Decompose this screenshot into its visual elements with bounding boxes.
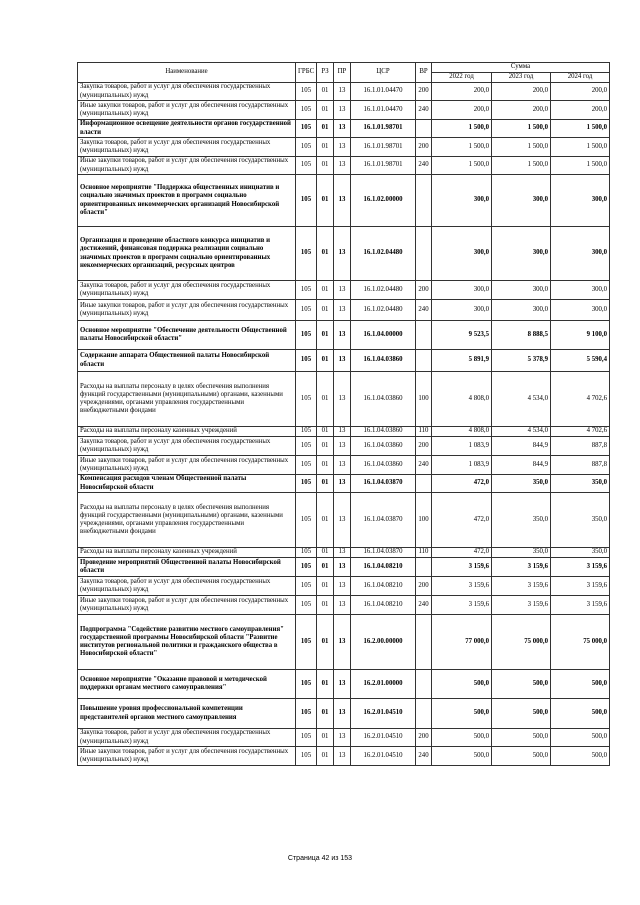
cell-2024: 350,0 (551, 493, 610, 548)
cell-2022: 1 500,0 (432, 157, 492, 175)
cell-grbs: 105 (296, 577, 317, 596)
cell-pr: 13 (334, 729, 351, 747)
cell-csr: 16.1.02.00000 (351, 175, 416, 227)
cell-name: Организация и проведение областного конкурса инициатив и достижений, финансовая поддержка реализации социально значимых проектов в программ социально ориентированных некоммерческих организаций, ресурсных центров (78, 227, 296, 281)
cell-2023: 300,0 (492, 281, 551, 300)
cell-2022: 1 500,0 (432, 138, 492, 157)
cell-pr: 13 (334, 120, 351, 138)
cell-2024: 350,0 (551, 548, 610, 558)
cell-rz: 01 (317, 157, 334, 175)
table-row (78, 475, 610, 493)
cell-rz: 01 (317, 670, 334, 699)
cell-2022: 500,0 (432, 699, 492, 729)
cell-2024: 300,0 (551, 300, 610, 321)
cell-grbs: 105 (296, 548, 317, 558)
cell-vr: 240 (416, 300, 432, 321)
cell-2022: 5 891,9 (432, 350, 492, 372)
header-vr: ВР (416, 63, 432, 83)
cell-csr: 16.1.01.98701 (351, 138, 416, 157)
cell-name: Повышение уровня профессиональной компетенции представителей органов местного самоуправления (78, 699, 296, 729)
cell-grbs: 105 (296, 558, 317, 577)
cell-grbs: 105 (296, 138, 317, 157)
cell-csr: 16.1.04.03870 (351, 475, 416, 493)
cell-name: Иные закупки товаров, работ и услуг для обеспечения государственных (муниципальных) нужд (78, 157, 296, 175)
cell-pr: 13 (334, 138, 351, 157)
cell-2023: 1 500,0 (492, 157, 551, 175)
header-sum: Сумма (432, 63, 610, 73)
cell-2022: 9 523,5 (432, 321, 492, 350)
cell-2022: 300,0 (432, 300, 492, 321)
cell-2023: 8 888,5 (492, 321, 551, 350)
cell-pr: 13 (334, 670, 351, 699)
cell-vr: 200 (416, 577, 432, 596)
cell-2024: 887,8 (551, 456, 610, 475)
cell-pr: 13 (334, 577, 351, 596)
cell-2024: 4 702,6 (551, 427, 610, 437)
cell-name: Закупка товаров, работ и услуг для обеспечения государственных (муниципальных) нужд (78, 281, 296, 300)
cell-2022: 3 159,6 (432, 596, 492, 615)
cell-rz: 01 (317, 350, 334, 372)
cell-vr: 240 (416, 101, 432, 120)
cell-name: Иные закупки товаров, работ и услуг для обеспечения государственных (муниципальных) нужд (78, 456, 296, 475)
cell-grbs: 105 (296, 227, 317, 281)
cell-csr: 16.1.02.04480 (351, 227, 416, 281)
table-row (78, 493, 610, 548)
cell-name: Содержание аппарата Общественной палаты Новосибирской области (78, 350, 296, 372)
cell-pr: 13 (334, 437, 351, 456)
cell-vr (416, 475, 432, 493)
cell-vr (416, 350, 432, 372)
cell-name: Иные закупки товаров, работ и услуг для обеспечения государственных (муниципальных) нужд (78, 101, 296, 120)
table-row (78, 157, 610, 175)
cell-vr (416, 321, 432, 350)
cell-vr (416, 120, 432, 138)
cell-name: Расходы на выплаты персоналу в целях обеспечения выполнения функций государственными (муниципальными) органами, казенными учреждениями, органами управления государственными внебюджетными фондами (78, 372, 296, 427)
cell-2023: 300,0 (492, 175, 551, 227)
cell-pr: 13 (334, 493, 351, 548)
cell-2023: 350,0 (492, 548, 551, 558)
cell-csr: 16.1.02.04480 (351, 281, 416, 300)
cell-2023: 3 159,6 (492, 577, 551, 596)
cell-2024: 5 590,4 (551, 350, 610, 372)
cell-grbs: 105 (296, 475, 317, 493)
cell-pr: 13 (334, 615, 351, 670)
cell-2024: 500,0 (551, 699, 610, 729)
cell-rz: 01 (317, 699, 334, 729)
table-row (78, 281, 610, 300)
cell-csr: 16.1.04.03870 (351, 548, 416, 558)
cell-2023: 500,0 (492, 747, 551, 766)
cell-rz: 01 (317, 138, 334, 157)
cell-2024: 300,0 (551, 175, 610, 227)
cell-2023: 500,0 (492, 670, 551, 699)
cell-2024: 3 159,6 (551, 558, 610, 577)
table-row (78, 747, 610, 766)
cell-grbs: 105 (296, 670, 317, 699)
cell-csr: 16.2.00.00000 (351, 615, 416, 670)
cell-2024: 3 159,6 (551, 577, 610, 596)
cell-grbs: 105 (296, 321, 317, 350)
cell-pr: 13 (334, 321, 351, 350)
cell-name: Основное мероприятие "Оказание правовой и методической поддержки органам местного самоуправления" (78, 670, 296, 699)
table-row (78, 596, 610, 615)
cell-grbs: 105 (296, 699, 317, 729)
cell-grbs: 105 (296, 300, 317, 321)
header-name: Наименование (78, 63, 296, 83)
header-grbs: ГРБС (296, 63, 317, 83)
cell-csr: 16.1.01.98701 (351, 120, 416, 138)
cell-grbs: 105 (296, 120, 317, 138)
cell-name: Закупка товаров, работ и услуг для обеспечения государственных (муниципальных) нужд (78, 83, 296, 101)
cell-grbs: 105 (296, 281, 317, 300)
header-2024: 2024 год (551, 73, 610, 83)
cell-name: Иные закупки товаров, работ и услуг для обеспечения государственных (муниципальных) нужд (78, 300, 296, 321)
cell-vr (416, 227, 432, 281)
cell-2024: 500,0 (551, 747, 610, 766)
cell-vr: 240 (416, 596, 432, 615)
cell-2023: 350,0 (492, 475, 551, 493)
cell-pr: 13 (334, 475, 351, 493)
table-row (78, 548, 610, 558)
cell-vr (416, 615, 432, 670)
cell-csr: 16.1.04.03860 (351, 427, 416, 437)
cell-vr: 200 (416, 83, 432, 101)
cell-vr (416, 558, 432, 577)
cell-vr: 100 (416, 493, 432, 548)
cell-name: Закупка товаров, работ и услуг для обеспечения государственных (муниципальных) нужд (78, 577, 296, 596)
cell-grbs: 105 (296, 456, 317, 475)
cell-2024: 200,0 (551, 101, 610, 120)
cell-2022: 4 808,0 (432, 372, 492, 427)
cell-name: Расходы на выплаты персоналу казенных учреждений (78, 548, 296, 558)
table-row (78, 437, 610, 456)
cell-2023: 300,0 (492, 300, 551, 321)
cell-name: Закупка товаров, работ и услуг для обеспечения государственных (муниципальных) нужд (78, 138, 296, 157)
cell-rz: 01 (317, 437, 334, 456)
cell-2022: 500,0 (432, 670, 492, 699)
cell-2023: 3 159,6 (492, 558, 551, 577)
table-row (78, 101, 610, 120)
cell-vr: 110 (416, 548, 432, 558)
cell-2023: 5 378,9 (492, 350, 551, 372)
cell-2022: 500,0 (432, 729, 492, 747)
cell-2022: 3 159,6 (432, 558, 492, 577)
cell-rz: 01 (317, 372, 334, 427)
table-row (78, 350, 610, 372)
cell-name: Иные закупки товаров, работ и услуг для обеспечения государственных (муниципальных) нужд (78, 596, 296, 615)
cell-rz: 01 (317, 596, 334, 615)
cell-2023: 1 500,0 (492, 138, 551, 157)
cell-2023: 1 500,0 (492, 120, 551, 138)
cell-pr: 13 (334, 456, 351, 475)
cell-vr: 200 (416, 138, 432, 157)
cell-2024: 300,0 (551, 227, 610, 281)
cell-grbs: 105 (296, 372, 317, 427)
cell-2022: 3 159,6 (432, 577, 492, 596)
page-number: Страница 42 из 153 (287, 855, 353, 862)
cell-grbs: 105 (296, 747, 317, 766)
cell-grbs: 105 (296, 101, 317, 120)
cell-rz: 01 (317, 456, 334, 475)
cell-2023: 300,0 (492, 227, 551, 281)
cell-name: Подпрограмма "Содействие развитию местного самоуправления" государственной программы Новосибирской области "Развитие институтов региональной политики и гражданского общества в Новосибирской области" (78, 615, 296, 670)
table-row (78, 558, 610, 577)
cell-csr: 16.2.01.04510 (351, 699, 416, 729)
header-pr: ПР (334, 63, 351, 83)
cell-rz: 01 (317, 227, 334, 281)
cell-2022: 472,0 (432, 493, 492, 548)
cell-2022: 1 500,0 (432, 120, 492, 138)
cell-pr: 13 (334, 227, 351, 281)
cell-grbs: 105 (296, 175, 317, 227)
cell-2024: 500,0 (551, 670, 610, 699)
cell-pr: 13 (334, 747, 351, 766)
cell-csr: 16.1.01.04470 (351, 83, 416, 101)
cell-pr: 13 (334, 350, 351, 372)
cell-csr: 16.2.01.00000 (351, 670, 416, 699)
cell-2024: 200,0 (551, 83, 610, 101)
cell-pr: 13 (334, 101, 351, 120)
cell-rz: 01 (317, 83, 334, 101)
cell-csr: 16.1.04.03860 (351, 372, 416, 427)
cell-name: Компенсация расходов членам Общественной палаты Новосибирской области (78, 475, 296, 493)
cell-csr: 16.1.04.00000 (351, 321, 416, 350)
cell-2022: 1 083,9 (432, 437, 492, 456)
cell-vr (416, 670, 432, 699)
cell-vr: 240 (416, 157, 432, 175)
cell-vr: 200 (416, 729, 432, 747)
cell-grbs: 105 (296, 493, 317, 548)
cell-grbs: 105 (296, 437, 317, 456)
cell-vr: 200 (416, 437, 432, 456)
cell-pr: 13 (334, 83, 351, 101)
cell-csr: 16.1.02.04480 (351, 300, 416, 321)
table-row (78, 427, 610, 437)
cell-2022: 500,0 (432, 747, 492, 766)
cell-2024: 1 500,0 (551, 157, 610, 175)
cell-vr: 240 (416, 747, 432, 766)
cell-csr: 16.1.04.03870 (351, 493, 416, 548)
cell-name: Основное мероприятие "Обеспечение деятельности Общественной палаты Новосибирской области" (78, 321, 296, 350)
cell-rz: 01 (317, 281, 334, 300)
cell-2024: 300,0 (551, 281, 610, 300)
table-row (78, 670, 610, 699)
header-2022: 2022 год (432, 73, 492, 83)
cell-csr: 16.1.04.03860 (351, 437, 416, 456)
table-row (78, 321, 610, 350)
cell-csr: 16.2.01.04510 (351, 747, 416, 766)
cell-rz: 01 (317, 300, 334, 321)
cell-2022: 300,0 (432, 281, 492, 300)
cell-2023: 200,0 (492, 83, 551, 101)
cell-pr: 13 (334, 300, 351, 321)
cell-2023: 844,9 (492, 456, 551, 475)
cell-pr: 13 (334, 596, 351, 615)
cell-2024: 4 702,6 (551, 372, 610, 427)
header-2023: 2023 год (492, 73, 551, 83)
cell-vr: 240 (416, 456, 432, 475)
cell-2024: 500,0 (551, 729, 610, 747)
cell-2022: 77 000,0 (432, 615, 492, 670)
cell-rz: 01 (317, 175, 334, 227)
cell-2024: 350,0 (551, 475, 610, 493)
cell-name: Расходы на выплаты персоналу в целях обеспечения выполнения функций государственными (муниципальными) органами, казенными учреждениями, органами управления государственными внебюджетными фондами (78, 493, 296, 548)
cell-grbs: 105 (296, 596, 317, 615)
cell-name: Закупка товаров, работ и услуг для обеспечения государственных (муниципальных) нужд (78, 729, 296, 747)
cell-name: Основное мероприятие "Поддержка общественных инициатив и социально значимых проектов в программ социально ориентированных некоммерческих организаций Новосибирской области" (78, 175, 296, 227)
table-row (78, 138, 610, 157)
table-header (78, 63, 610, 83)
cell-2024: 887,8 (551, 437, 610, 456)
cell-rz: 01 (317, 493, 334, 548)
cell-2023: 3 159,6 (492, 596, 551, 615)
cell-2023: 844,9 (492, 437, 551, 456)
cell-rz: 01 (317, 615, 334, 670)
cell-name: Расходы на выплаты персоналу казенных учреждений (78, 427, 296, 437)
cell-rz: 01 (317, 729, 334, 747)
cell-vr: 200 (416, 281, 432, 300)
table-row (78, 615, 610, 670)
cell-pr: 13 (334, 281, 351, 300)
cell-csr: 16.1.04.08210 (351, 558, 416, 577)
cell-grbs: 105 (296, 729, 317, 747)
cell-name: Закупка товаров, работ и услуг для обеспечения государственных (муниципальных) нужд (78, 437, 296, 456)
cell-csr: 16.1.01.98701 (351, 157, 416, 175)
cell-2023: 500,0 (492, 729, 551, 747)
cell-2022: 472,0 (432, 475, 492, 493)
cell-2024: 1 500,0 (551, 138, 610, 157)
table-row (78, 175, 610, 227)
budget-table (77, 62, 610, 766)
cell-rz: 01 (317, 577, 334, 596)
cell-name: Проведение мероприятий Общественной палаты Новосибирской области (78, 558, 296, 577)
cell-csr: 16.1.01.04470 (351, 101, 416, 120)
cell-csr: 16.1.04.03860 (351, 456, 416, 475)
cell-rz: 01 (317, 558, 334, 577)
cell-pr: 13 (334, 372, 351, 427)
cell-2022: 1 083,9 (432, 456, 492, 475)
cell-name: Информационное освещение деятельности органов государственной власти (78, 120, 296, 138)
cell-grbs: 105 (296, 615, 317, 670)
cell-2022: 4 808,0 (432, 427, 492, 437)
cell-grbs: 105 (296, 157, 317, 175)
cell-rz: 01 (317, 427, 334, 437)
cell-2023: 200,0 (492, 101, 551, 120)
cell-2023: 4 534,0 (492, 372, 551, 427)
cell-csr: 16.2.01.04510 (351, 729, 416, 747)
cell-2023: 350,0 (492, 493, 551, 548)
cell-2022: 300,0 (432, 175, 492, 227)
cell-rz: 01 (317, 120, 334, 138)
cell-grbs: 105 (296, 83, 317, 101)
cell-grbs: 105 (296, 427, 317, 437)
cell-pr: 13 (334, 548, 351, 558)
cell-2024: 9 100,0 (551, 321, 610, 350)
table-row (78, 120, 610, 138)
cell-2022: 200,0 (432, 101, 492, 120)
table-row (78, 729, 610, 747)
cell-vr (416, 175, 432, 227)
cell-2023: 75 000,0 (492, 615, 551, 670)
cell-rz: 01 (317, 548, 334, 558)
table-body (78, 83, 610, 766)
header-rz: РЗ (317, 63, 334, 83)
cell-rz: 01 (317, 321, 334, 350)
cell-pr: 13 (334, 558, 351, 577)
table-row (78, 372, 610, 427)
cell-vr: 100 (416, 372, 432, 427)
table-row (78, 699, 610, 729)
cell-rz: 01 (317, 101, 334, 120)
cell-rz: 01 (317, 475, 334, 493)
cell-2022: 200,0 (432, 83, 492, 101)
header-csr: ЦСР (351, 63, 416, 83)
cell-rz: 01 (317, 747, 334, 766)
table-row (78, 227, 610, 281)
cell-pr: 13 (334, 699, 351, 729)
cell-2024: 75 000,0 (551, 615, 610, 670)
cell-2023: 4 534,0 (492, 427, 551, 437)
cell-2022: 300,0 (432, 227, 492, 281)
cell-csr: 16.1.04.08210 (351, 577, 416, 596)
cell-csr: 16.1.04.08210 (351, 596, 416, 615)
cell-vr: 110 (416, 427, 432, 437)
cell-2023: 500,0 (492, 699, 551, 729)
cell-csr: 16.1.04.03860 (351, 350, 416, 372)
table-row (78, 577, 610, 596)
cell-2024: 1 500,0 (551, 120, 610, 138)
table-row (78, 300, 610, 321)
cell-name: Иные закупки товаров, работ и услуг для обеспечения государственных (муниципальных) нужд (78, 747, 296, 766)
table-row (78, 83, 610, 101)
cell-pr: 13 (334, 157, 351, 175)
table-row (78, 456, 610, 475)
cell-pr: 13 (334, 175, 351, 227)
cell-2022: 472,0 (432, 548, 492, 558)
cell-grbs: 105 (296, 350, 317, 372)
cell-vr (416, 699, 432, 729)
cell-2024: 3 159,6 (551, 596, 610, 615)
cell-pr: 13 (334, 427, 351, 437)
